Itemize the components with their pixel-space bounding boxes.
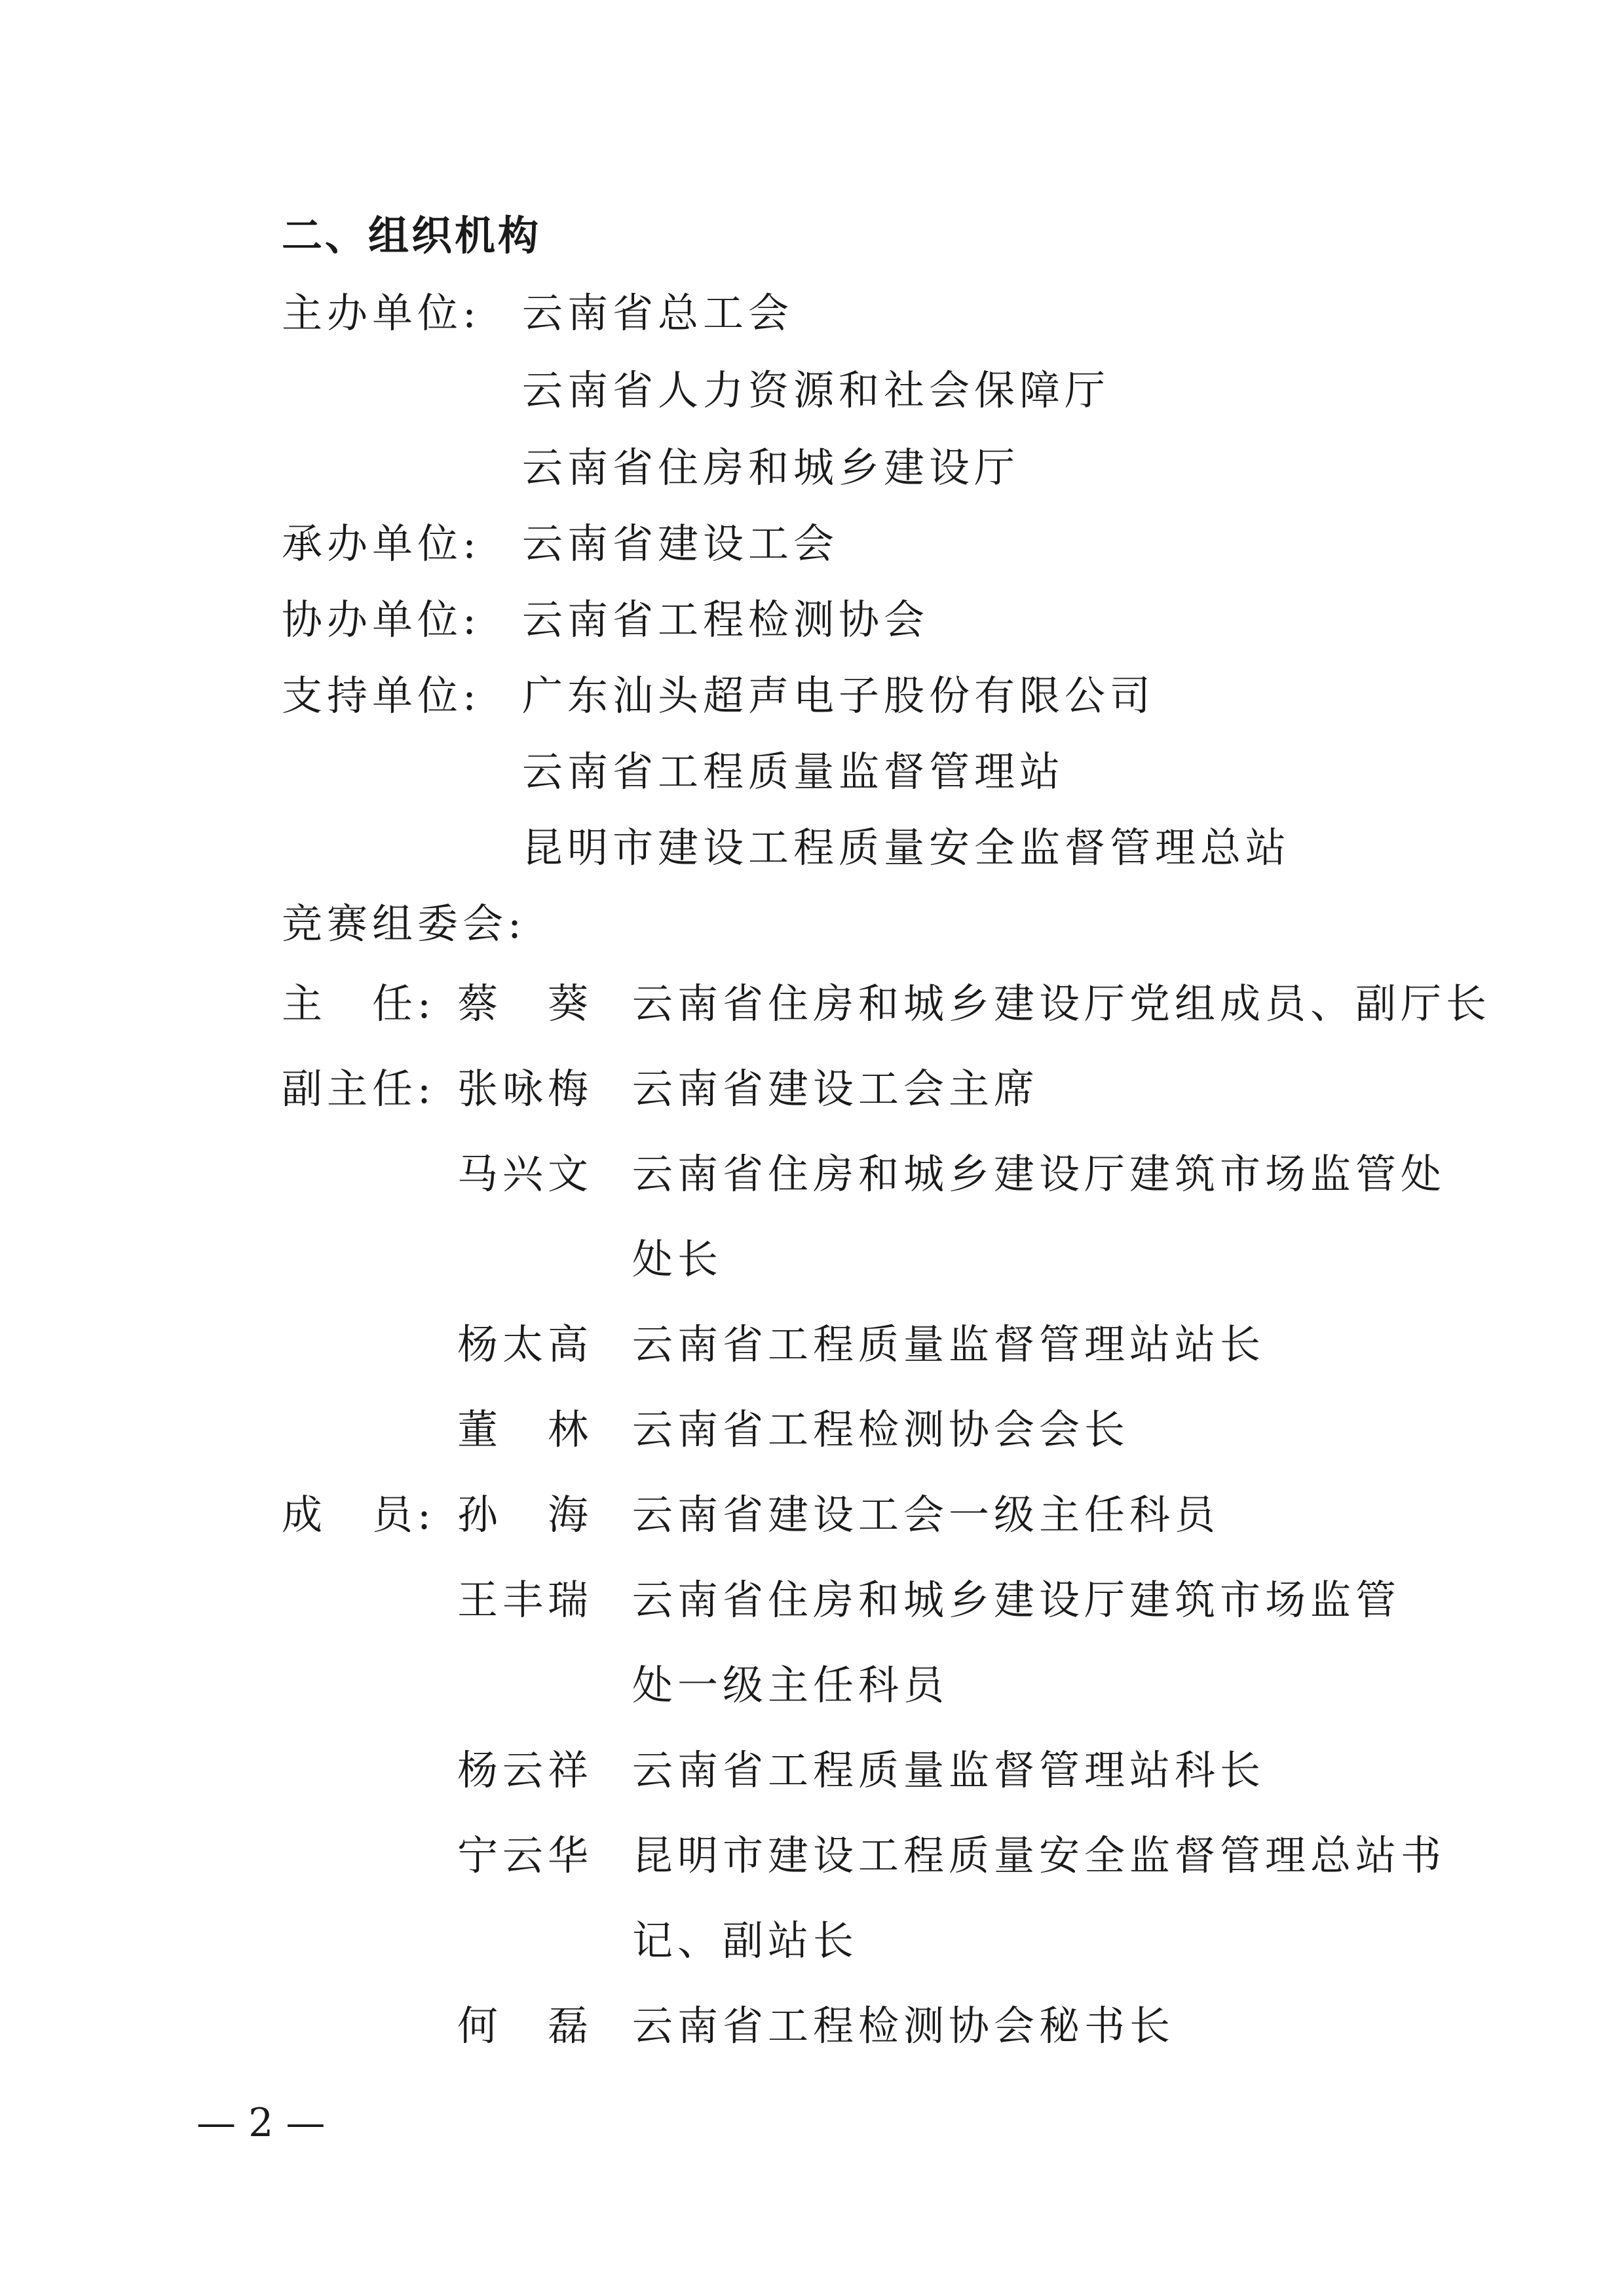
deputy-1-title: 云南省建设工会主席: [632, 1065, 1040, 1113]
deputy-4-title: 云南省工程检测协会会长: [632, 1406, 1130, 1453]
support-unit-2: 云南省工程质量监督管理站: [522, 748, 1065, 795]
support-unit-3: 昆明市建设工程质量安全监督管理总站: [522, 824, 1291, 871]
member-1-name: 孙 海: [457, 1491, 594, 1539]
host-unit-1: 云南省总工会: [522, 289, 794, 337]
deputy-2-title-line-1: 云南省住房和城乡建设厅建筑市场监管处: [632, 1150, 1446, 1198]
page-number: — 2 —: [197, 2100, 326, 2146]
member-3-title: 云南省工程质量监督管理站科长: [632, 1746, 1266, 1794]
deputy-1-name: 张咏梅: [457, 1065, 594, 1113]
deputy-3-title: 云南省工程质量监督管理站站长: [632, 1320, 1266, 1368]
support-label: 支持单位:: [282, 672, 481, 719]
co-organizer-label: 协办单位:: [282, 596, 481, 643]
deputy-3-name: 杨太高: [457, 1320, 594, 1368]
director-name: 蔡 葵: [457, 980, 594, 1027]
deputy-2-title-line-2: 处长: [632, 1235, 723, 1283]
member-2-title-line-2: 处一级主任科员: [632, 1661, 949, 1709]
organizer-unit: 云南省建设工会: [522, 520, 839, 567]
host-label: 主办单位:: [282, 289, 481, 337]
deputy-4-name: 董 林: [457, 1406, 594, 1453]
deputy-label: 副主任:: [282, 1065, 436, 1113]
member-4-title-line-2: 记、副站长: [632, 1917, 859, 1964]
director-title: 云南省住房和城乡建设厅党组成员、副厅长: [632, 980, 1492, 1027]
section-title: 二、组织机构: [282, 212, 542, 259]
committee-label: 竞赛组委会:: [282, 900, 526, 947]
member-4-title-line-1: 昆明市建设工程质量安全监督管理总站书: [632, 1831, 1446, 1879]
host-unit-3: 云南省住房和城乡建设厅: [522, 444, 1020, 491]
member-4-name: 宁云华: [457, 1831, 594, 1879]
member-label: 成 员:: [282, 1491, 436, 1539]
organizer-label: 承办单位:: [282, 520, 481, 567]
member-2-name: 王丰瑞: [457, 1576, 594, 1624]
co-organizer-unit: 云南省工程检测协会: [522, 596, 930, 643]
member-5-title: 云南省工程检测协会秘书长: [632, 2002, 1175, 2050]
member-2-title-line-1: 云南省住房和城乡建设厅建筑市场监管: [632, 1576, 1401, 1624]
deputy-2-name: 马兴文: [457, 1150, 594, 1198]
member-5-name: 何 磊: [457, 2002, 594, 2050]
host-unit-2: 云南省人力资源和社会保障厅: [522, 366, 1110, 414]
member-1-title: 云南省建设工会一级主任科员: [632, 1491, 1220, 1539]
support-unit-1: 广东汕头超声电子股份有限公司: [522, 672, 1156, 719]
director-label: 主 任:: [282, 980, 436, 1027]
member-3-name: 杨云祥: [457, 1746, 594, 1794]
